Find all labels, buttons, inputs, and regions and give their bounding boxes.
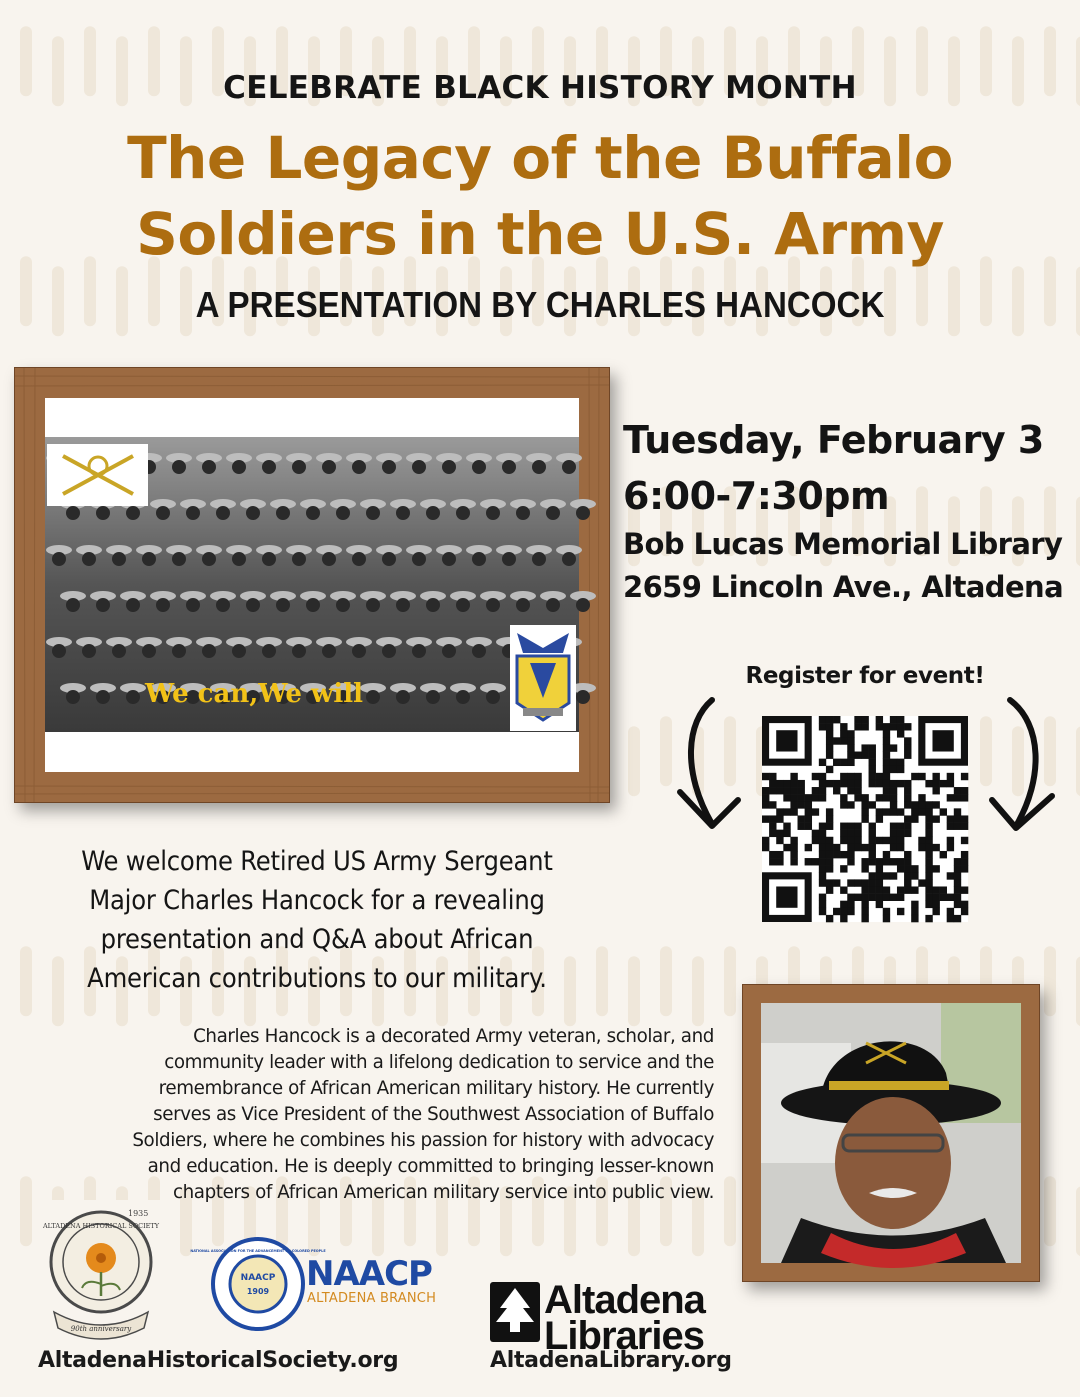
event-address: 2659 Lincoln Ave., Altadena [623,570,1064,604]
speaker-photo-frame [742,984,1040,1282]
intro-line: presentation and Q&A about African [100,924,534,955]
main-photo-frame [14,367,610,803]
naacp-seal-name: NAACP [240,1273,276,1283]
library-name-line-2: Libraries [544,1314,704,1358]
historical-society-seal [36,1200,166,1346]
event-venue: Bob Lucas Memorial Library [623,527,1063,561]
pre-title: CELEBRATE BLACK HISTORY MONTH [223,70,857,106]
seal-anniversary: 90th anniversary [70,1325,132,1333]
registration-qr-code[interactable] [762,716,968,922]
bio-line: serves as Vice President of the Southwest Association of Buffalo [153,1104,714,1125]
bio-line: community leader with a lifelong dedication to service and the [164,1052,714,1073]
library-name-line-1: Altadena [544,1278,705,1322]
naacp-branch: ALTADENA BRANCH [307,1291,437,1306]
soldiers-photo [45,398,579,772]
speaker-bio [60,1024,714,1206]
main-photo [45,398,579,772]
arrow-right-icon [982,692,1072,842]
register-label: Register for event! [745,663,985,689]
event-time: 6:00-7:30pm [623,474,890,518]
motto-text: We can,We will [145,679,363,709]
event-date: Tuesday, February 3 [623,418,1044,462]
bio-line: and education. He is deeply committed to bringing lesser-known [147,1156,714,1177]
historical-society-url[interactable]: AltadenaHistoricalSociety.org [38,1348,399,1373]
seal-name: ALTADENA HISTORICAL SOCIETY [42,1222,160,1230]
bio-line: Soldiers, where he combines his passion for history with advocacy [132,1130,714,1151]
naacp-seal [190,1236,326,1332]
regiment-crest-icon [510,625,576,731]
crossed-sabers-icon [47,444,148,506]
speaker-photo [761,1003,1021,1263]
library-logo [544,1278,705,1358]
qr-code-icon [762,716,968,922]
bio-line: chapters of African American military service into public view. [172,1182,714,1203]
title-line-1: The Legacy of the Buffalo [127,124,953,192]
title-line-2: Soldiers in the U.S. Army [136,200,944,268]
naacp-name: NAACP [306,1254,432,1294]
bio-line: Charles Hancock is a decorated Army veteran, scholar, and [193,1026,714,1047]
intro-line: American contributions to our military. [87,963,547,994]
bio-line: remembrance of African American military history. He currently [158,1078,714,1099]
subtitle: A PRESENTATION BY CHARLES HANCOCK [195,284,885,325]
naacp-seal-year: 1909 [246,1287,270,1296]
tree-icon [490,1282,540,1342]
seal-year: 1935 [128,1209,149,1218]
intro-line: Major Charles Hancock for a revealing [89,885,545,916]
page-title [0,120,1080,272]
arrow-left-icon [668,692,758,842]
speaker-portrait [761,1003,1021,1263]
intro-line: We welcome Retired US Army Sergeant [81,846,553,877]
intro-paragraph [30,842,604,998]
naacp-seal-ring: NATIONAL ASSOCIATION FOR THE ADVANCEMENT OF COLORED PEOPLE [190,1249,326,1253]
library-url[interactable]: AltadenaLibrary.org [490,1348,732,1373]
